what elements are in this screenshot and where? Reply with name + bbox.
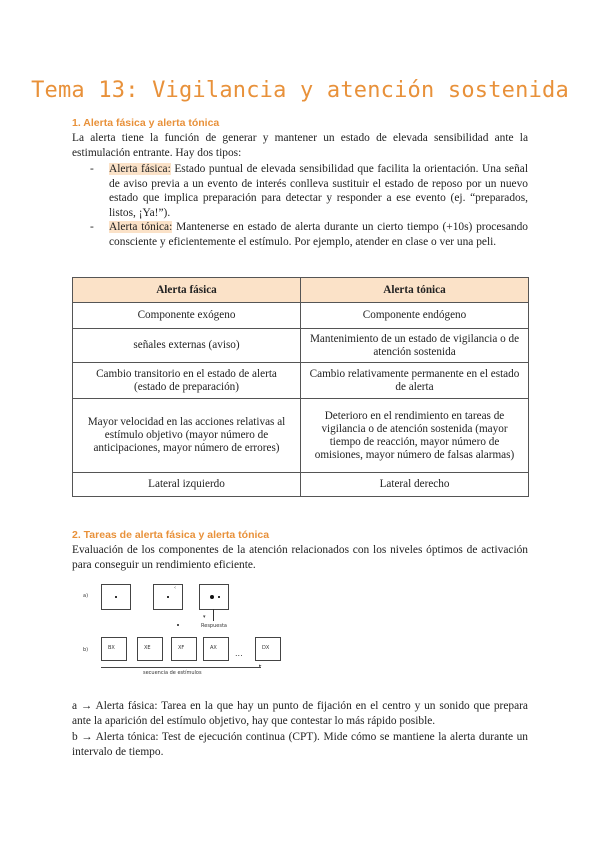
task-a-description: a → Alerta fásica: Tarea en la que hay un punto de fijación en el centro y un sonido que prepara ante la aparición del estímulo objetivo, hay que contestar lo más rápido posible.: [72, 700, 528, 727]
table-cell: Mantenimiento de un estado de vigilancia o de atención sostenida: [301, 329, 529, 363]
response-label: Respuesta: [201, 623, 227, 629]
response-arrow-head: ▾: [203, 614, 206, 620]
comparison-table: [72, 277, 529, 497]
bullet-text: Mantenerse en estado de alerta durante un cierto tiempo (+10s) procesando consciente y eficientemente el estímulo. Por ejemplo, atender en clase o ver una peli.: [109, 221, 528, 248]
section2-heading: 2. Tareas de alerta fásica y alerta tónica: [72, 529, 270, 541]
bullet-alerta-tonica: [109, 220, 528, 249]
page-title: Tema 13: Vigilancia y atención sostenida: [31, 78, 569, 103]
task-figure: [73, 579, 281, 683]
bullet-text: Estado puntual de elevada sensibilidad que facilita la orientación. Una señal de aviso previa a un evento de interés conlleva sustituir el estado de reposo por un nuevo estado que implica preparación para detectar y responder a ese evento (ej. “preparados, listos, ¡Ya!”).: [109, 163, 528, 219]
bullet-marker: -: [90, 221, 94, 233]
bullet-marker: -: [90, 163, 94, 175]
stimulus-box: [171, 637, 197, 661]
section1-heading: 1. Alerta fásica y alerta tónica: [72, 117, 220, 129]
task-b-description: b → Alerta tónica: Test de ejecución continua (CPT). Mide cómo se mantiene la alerta durante un intervalo de tiempo.: [72, 731, 528, 758]
dot: [177, 624, 179, 626]
section1-intro: La alerta tiene la función de generar y mantener un estado de elevada sensibilidad ante la estimulación entrante. Hay dos tipos:: [72, 132, 528, 159]
figure-row-b-label: b): [83, 647, 89, 653]
warning-box: [153, 584, 183, 610]
term-alerta-tonica: Alerta tónica:: [109, 221, 173, 233]
axis-caption: secuencia de estímulos: [143, 670, 202, 676]
stimulus-label: XE: [144, 645, 151, 651]
table-cell: señales externas (aviso): [73, 329, 301, 363]
table-cell: Componente endógeno: [301, 303, 529, 329]
ellipsis: ...: [235, 649, 243, 658]
table-cell: Componente exógeno: [73, 303, 301, 329]
section2-intro: Evaluación de los componentes de la atención relacionados con los niveles óptimos de activación para conseguir un rendimiento eficiente.: [72, 544, 528, 571]
figure-row-a-label: a): [83, 593, 89, 599]
stimulus-box: [203, 637, 229, 661]
column-header: Alerta fásica: [73, 278, 301, 303]
fixation-box: [101, 584, 131, 610]
table-cell: Cambio relativamente permanente en el estado de alerta: [301, 363, 529, 399]
stimulus-label: DX: [262, 645, 270, 651]
stimulus-label: BX: [108, 645, 115, 651]
table-row: [73, 363, 529, 399]
axis-arrow-head: ▸: [259, 663, 262, 669]
table-cell: Cambio transitorio en el estado de alerta (estado de preparación): [73, 363, 301, 399]
column-header: Alerta tónica: [301, 278, 529, 303]
stimulus-box: [137, 637, 163, 661]
table-cell: Mayor velocidad en las acciones relativas al estímulo objetivo (mayor número de anticipaciones, mayor número de errores): [73, 399, 301, 473]
stimulus-label: AX: [210, 645, 217, 651]
sequence-axis: [101, 667, 261, 668]
table-row: [73, 329, 529, 363]
table-cell: Deterioro en el rendimiento en tareas de vigilancia o de atención sostenida (mayor tiempo de reacción, mayor número de omisiones, mayor número de falsas alarmas): [301, 399, 529, 473]
table-cell: Lateral izquierdo: [73, 473, 301, 497]
stimulus-box: [101, 637, 127, 661]
sound-icon: ‹: [174, 585, 176, 591]
table-row: [73, 473, 529, 497]
stimulus-box: [255, 637, 281, 661]
table-row: [73, 399, 529, 473]
response-arrow: [213, 609, 214, 621]
table-cell: Lateral derecho: [301, 473, 529, 497]
table-row: [73, 303, 529, 329]
stimulus-label: XF: [178, 645, 185, 651]
target-box: [199, 584, 229, 610]
term-alerta-fasica: Alerta fásica:: [109, 163, 171, 175]
table-header-row: [73, 278, 529, 303]
bullet-alerta-fasica: [109, 162, 528, 220]
